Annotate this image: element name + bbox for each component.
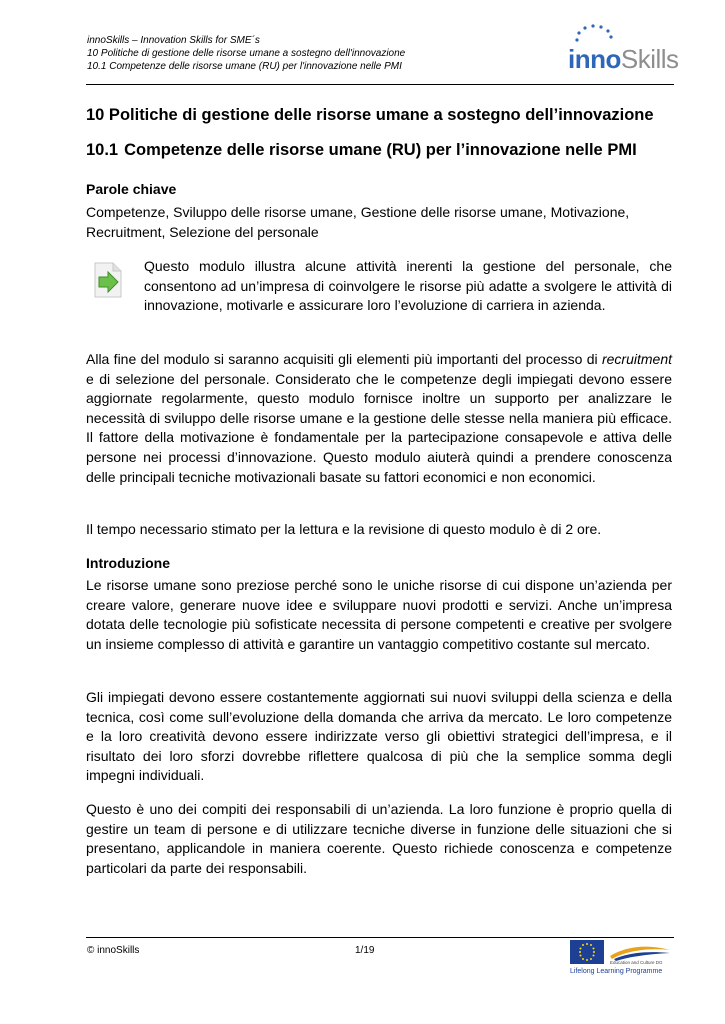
header-line-2: 10 Politiche di gestione delle risorse umane a sostegno dell'innovazione	[87, 48, 406, 59]
running-header	[87, 34, 405, 73]
header-divider	[86, 84, 674, 85]
chapter-heading: 10 Politiche di gestione delle risorse umane a sostegno dell’innovazione	[86, 106, 654, 124]
section-heading	[86, 141, 637, 160]
introduction-paragraph-2: Gli impiegati devono essere costantemente aggiornati sui nuovi sviluppi della scienza e della tecnica, così come sull’evoluzione della domanda che arriva da mercato. Le loro competenze e la loro creatività devono essere indirizzate verso gli obiettivi strategici dell’impresa, e il risultato dei loro sforzi dovrebbe riflettere qualcosa di più che la semplice somma degli impegni individuali.	[86, 689, 672, 784]
introduction-title: Introduzione	[86, 555, 170, 571]
logo-skills: Skills	[620, 44, 679, 74]
section-title: Competenze delle risorse umane (RU) per l’innovazione nelle PMI	[124, 141, 637, 159]
keywords-title: Parole chiave	[86, 181, 177, 197]
eu-dg-label: Education and Culture DG	[610, 960, 663, 965]
eu-programme-label: Lifelong Learning Programme	[570, 968, 663, 975]
eu-flag-icon	[570, 940, 604, 964]
introduction-paragraph-1: Le risorse umane sono preziose perché sono le uniche risorse di cui dispone un’azienda per creare valore, generare nuove idee e sviluppare nuovi prodotti e servizi. Anche un’impresa dotata delle tecnologie più sofisticate necessita di persone competenti e creative per svolgere un insieme complesso di attività e garantire un vantaggio competitivo costante sul mercato.	[86, 577, 672, 652]
section-number: 10.1	[86, 141, 119, 159]
introduction-paragraph-3: Questo è uno dei compiti dei responsabili di un’azienda. La loro funzione è proprio quella di gestire un team di persone e di utilizzare tecniche diverse in funzione delle situazioni che si presentano, applicandole in maniera coerente. Questo richiede conoscenza e competenze particolari da parte dei responsabili.	[86, 801, 672, 876]
module-intro-paragraph: Questo modulo illustra alcune attività inerenti la gestione del personale, che consentono ad un’impresa di coinvolgere le risorse più adatte a svolgere le attività di innovazione, motivarle e assicurare loro l’evoluzione di carriera in azienda.	[144, 258, 672, 314]
innoskills-logo	[563, 24, 679, 78]
eu-lifelong-learning-logo	[570, 940, 674, 980]
objectives-paragraph: Alla fine del modulo si saranno acquisiti gli elementi più importanti del processo di recruitment e di selezione del personale. Considerato che le competenze degli impiegati devono essere aggiornate regolarmente, questo modulo fornisce inoltre un supporto per analizzare le necessità di sviluppo delle risorse umane e la gestione delle stesse nella maniera più efficace. Il fattore della motivazione è fondamentale per la partecipazione consapevole e attiva delle persone nei processi d’innovazione. Questo modulo aiuterà quindi a prendere conoscenza delle principali tecniche motivazionali basate su fattori economici e non economici.	[86, 351, 672, 485]
logo-inno: inno	[568, 44, 621, 74]
time-paragraph: Il tempo necessario stimato per la lettura e la revisione di questo modulo è di 2 ore.	[86, 521, 602, 537]
footer-divider	[86, 937, 674, 938]
page-number: 1/19	[355, 945, 375, 956]
footer-copyright: © innoSkills	[87, 945, 140, 956]
recruitment-emphasis: recruitment	[601, 351, 672, 367]
header-line-3: 10.1 Competenze delle risorse umane (RU) per l'innovazione nelle PMI	[87, 61, 402, 72]
keywords-text: Competenze, Sviluppo delle risorse umane, Gestione delle risorse umane, Motivazione, Recruitment, Selezione del personale	[86, 204, 630, 240]
logo-wordmark	[568, 45, 679, 73]
header-line-1: innoSkills – Innovation Skills for SME´s	[87, 35, 260, 46]
